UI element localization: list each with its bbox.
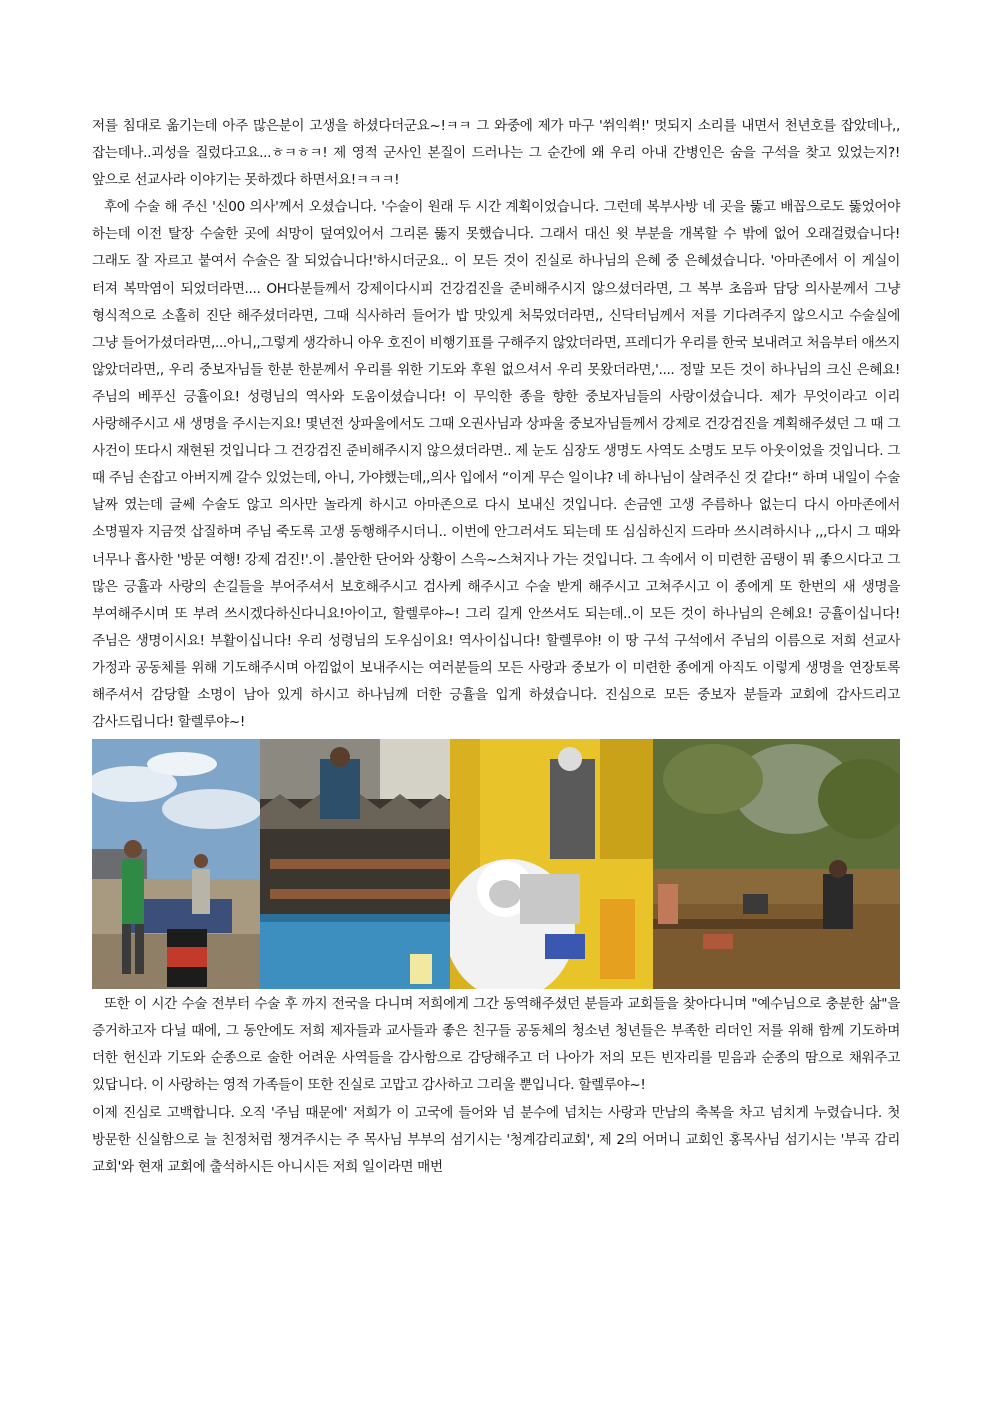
ppe-clinic-photo <box>450 739 653 989</box>
document-page <box>92 113 900 1181</box>
work-site-photo <box>92 739 260 989</box>
paragraph-2: 후에 수술 해 주신 '신00 의사'께서 오셨습니다. '수술이 원래 두 시간 계획이었습니다. 그런데 복부사방 네 곳을 뚫고 배꼽으로도 뚫었어야 하는데 이전 탈장 수술한 곳에 쇠망이 덮여있어서 그리론 뚫지 못했습니다. 그래서 대신 윗 부분을 개복할 수 밖에 없어 오래걸렸습니다!그래도 잘 자르고 붙여서 수술은 잘 되었습니다!'하시더군요.. 이 모든 것이 진실로 하나님의 은혜 중 은혜셨습니다. '아마존에서 이 게실이 터져 복막염이 되었더라면.... OH다분들께서 강제이다시피 건강검진을 준비해주시지 않으셨더라면, 그 복부 초음파 담당 의사분께서 그냥 형식적으로 소홀히 진단 해주셨더라면, 그때 식사하러 들어가 밥 맛있게 처묵었더라면,, 신닥터님께서 저를 기다려주지 않으시고 수술실에 그냥 들어가셨더라면,...아니,,그렇게 생각하니 아우 호진이 비행기표를 구해주지 않았더라면, 프레디가 우리를 한국 보내려고 처음부터 애쓰지 않았더라면,, 우리 중보자님들 한분 한분께서 우리를 위한 기도와 후원 없으셔서 우리 못왔더라면,'.... 정말 모든 것이 하나님의 크신 은혜요! 주님의 베푸신 긍휼이요! 성령님의 역사와 도움이셨습니다! 이 무익한 종을 향한 중보자님들의 사랑이셨습니다. 제가 무엇이라고 이리 사랑해주시고 새 생명을 주시는지요! 몇년전 상파울에서도 그때 오권사님과 상파울 중보자님들께서 강제로 건강검진을 계획해주셨던 그 때 그 사건이 또다시 재현된 것입니다 그 건강검진 준비해주시지 않으셨더라면.. 제 눈도 심장도 생명도 사역도 소명도 모두 아웃이었을 것입니다. 그 때 주님 손잡고 아버지께 갈수 있었는데, 아니, 가야했는데,,의사 입에서 “이게 무슨 일이냐? 네 하나님이 살려주신 것 같다!“ 하며 내일이 수술 날짜 였는데 글쎄 수술도 않고 의사만 놀라게 하시고 아마존으로 다시 보내신 것입니다. 손금엔 고생 주름하나 없는디 다시 아마존에서 소명필자 지금껏 삽질하며 주님 죽도록 고생 동행해주시더니.. 이번에 안그러셔도 되는데 또 심심하신지 드라마 쓰시려하시나 ,,,다시 그 때와 너무나 흡사한 '방문 여행! 강제 검진!'.이 .불안한 단어와 상황이 스윽~스쳐지나 가는 것입니다. 그 속에서 이 미련한 곰탱이 뭐 좋으시다고 그 많은 긍휼과 사랑의 손길들을 부어주셔서 보호해주시고 검사케 해주시고 수술 받게 해주시고 고쳐주시고 이 종에게 또 한번의 새 생명을 부여해주시며 또 부려 쓰시겠다하신다니요!아이고, 할렐루야~! 그리 길게 안쓰셔도 되는데..이 모든 것이 하나님의 은혜요! 긍휼이십니다! 주님은 생명이시요! 부활이십니다! 우리 성령님의 도우심이요! 역사이십니다! 할렐루야! 이 땅 구석 구석에서 주님의 이름으로 저희 선교사 가정과 공동체를 위해 기도해주시며 아낌없이 보내주시는 여러분들의 모든 사랑과 중보가 이 미련한 종에게 아직도 이렇게 생명을 연장토록 해주셔서 감당할 소명이 남아 있게 하시고 하나님께 더한 긍휼을 입게 하셨습니다. 진심으로 모든 중보자 분들과 교회에 감사드리고 감사드립니다! 할렐루야~! <box>92 199 900 731</box>
paragraph-3: 또한 이 시간 수술 전부터 수술 후 까지 전국을 다니며 저희에게 그간 동역해주셨던 분들과 교회들을 찾아다니며 "예수님으로 충분한 삶"을 증거하고자 다닐 때에, 그 동안에도 저희 제자들과 교사들과 좋은 친구들 공동체의 청소년 청년들은 부족한 리더인 저를 위해 함께 기도하며 더한 헌신과 기도와 순종으로 술한 어려운 사역들을 감사함으로 감당해주고 더 나아가 저의 모든 빈자리를 믿음과 순종의 땀으로 채워주고 있답니다. 이 사랑하는 영적 가족들이 또한 진실로 고맙고 감사하고 그리울 뿐입니다. 할렐루야~! <box>92 996 900 1094</box>
river-forest-photo <box>653 739 900 989</box>
photo-strip <box>92 739 900 989</box>
tank-repair-photo <box>260 739 450 989</box>
paragraph-4: 이제 진심로 고백합니다. 오직 '주님 때문에' 저희가 이 고국에 들어와 넘 분수에 넘치는 사랑과 만남의 축복을 차고 넘치게 누렸습니다. 첫 방문한 신실함으로 늘 친정처럼 챙겨주시는 주 목사님 부부의 섬기시는 '청계감리교회', 제 2의 어머니 교회인 홍목사님 섬기시는 '부곡 감리 교회'와 현재 교회에 출석하시든 아니시든 저희 일이라면 매번 <box>92 1104 900 1175</box>
paragraph-1: 저를 침대로 옮기는데 아주 많은분이 고생을 하셨다더군요~!ㅋㅋ 그 와중에 제가 마구 '쒸익쒹!' 멋되지 소리를 내면서 천년호를 잡았데나,,잡는데나..괴성을 질렀다고요...ㅎㅋㅎㅋ! 제 영적 군사인 본질이 드러나는 그 순간에 왜 우리 아내 간병인은 숨을 구석을 찾고 있었는지?! 앞으로 선교사라 이야기는 못하겠다 하면서요!ㅋㅋㅋ! <box>92 118 900 189</box>
